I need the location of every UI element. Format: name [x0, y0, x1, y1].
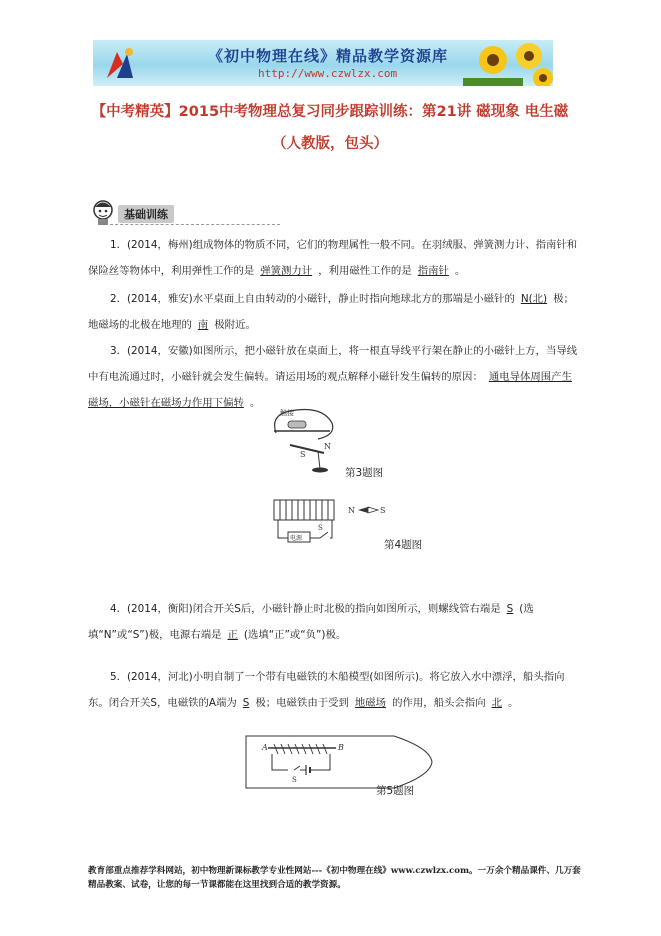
question-3: 3．(2014，安徽)如图所示，把小磁针放在桌面上，将一根直导线平行架在静止的小磁针上方，当导线中有电流通过时，小磁针就会发生偏转。请运用场的观点解释小磁针发生偏转的原因： 通电导体周围产生磁场，小磁针在磁场力作用下偏转 。: [88, 345, 578, 409]
fig4-source-label: 电源: [290, 535, 303, 542]
fig5-switch-label: S: [292, 776, 297, 784]
fig3-n-label: N: [324, 442, 331, 451]
page-footer: 教育部重点推荐学科网站，初中物理新课标教学专业性网站---《初中物理在线》www.czwlzx.com。一万余个精品课件、几万套精品教案、试卷，让您的每一节课都能在这里找到合适的教学资源。: [88, 866, 581, 890]
page-title: 【中考精英】2015中考物理总复习同步跟踪训练：第21讲 磁现象 电生磁（人教版，包头）: [91, 104, 569, 152]
section-header: [90, 198, 200, 226]
answer-blank: N(北): [520, 293, 548, 305]
figure-4-diagram: [264, 494, 394, 548]
banner-url: http://www.czwlzx.com: [258, 67, 398, 80]
question-2: 2．(2014，雅安)水平桌面上自由转动的小磁针，静止时指向地球北方的那端是小磁针的 N(北) 极；地磁场的北极在地理的 南 极附近。: [88, 293, 574, 331]
question-1: 1．(2014，梅州)组成物体的物质不同，它们的物理属性一般不同。在羽绒服、弹簧测力计、指南针和保险丝等物体中，利用弹性工作的是 弹簧测力计 ，利用磁性工作的是 指南针 。: [88, 239, 578, 277]
figure-4-caption: 第4题图: [384, 539, 423, 551]
question-5: 5．(2014，河北)小明自制了一个带有电磁铁的木船模型(如图所示)。将它放入水中漂浮，船头指向东。闭合开关S，电磁铁的A端为 S 极；电磁铁由于受到 地磁场 的作用，船头会指向 北 。: [88, 671, 565, 709]
answer-blank: 通电导体周围产生磁场，小磁针在磁场力作用下偏转: [88, 371, 572, 409]
answer-blank: 地磁场: [354, 697, 387, 709]
figure-5-diagram: [244, 734, 434, 790]
figure-5-caption: 第5题图: [376, 785, 415, 797]
site-logo-icon: [99, 44, 139, 84]
answer-blank: 正: [227, 629, 238, 641]
answer-blank: S: [242, 697, 250, 709]
answer-blank: 指南针: [417, 265, 449, 277]
banner-title: 《初中物理在线》精品教学资源库: [208, 47, 449, 65]
fig3-touch-label: 触接: [280, 409, 294, 417]
figure-3-caption: 第3题图: [345, 467, 384, 479]
answer-blank: S: [506, 603, 514, 615]
section-divider: [110, 224, 280, 225]
sunflower-icon: [463, 40, 553, 86]
site-banner: [93, 40, 553, 86]
student-face-icon: [90, 198, 116, 226]
fig4-s-label: S: [380, 506, 386, 515]
answer-blank: 北: [491, 697, 502, 709]
answer-blank: 南: [197, 319, 209, 331]
fig4-n-label: N: [348, 506, 355, 515]
fig5-a-label: A: [262, 743, 268, 752]
fig5-b-label: B: [338, 743, 344, 752]
question-4: 4．(2014，衡阳)闭合开关S后，小磁针静止时北极的指向如图所示，则螺线管右端是 S (选填“N”或“S”)极，电源右端是 正 (选填“正”或“负”)极。: [88, 603, 534, 641]
figure-3-diagram: [266, 405, 341, 475]
fig4-switch-label: S: [318, 524, 323, 532]
section-label: 基础训练: [118, 205, 174, 223]
fig3-s-label: S: [300, 450, 306, 459]
answer-blank: 弹簧测力计: [260, 265, 313, 277]
